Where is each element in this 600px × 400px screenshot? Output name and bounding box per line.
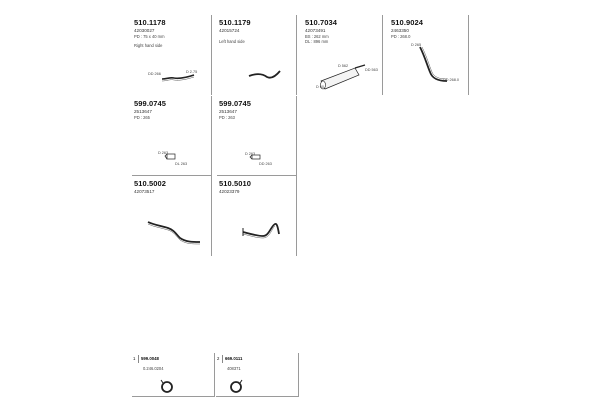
clamp-icon bbox=[216, 353, 299, 397]
accessory-index: 2 bbox=[217, 356, 220, 361]
dimension-label: D 60 bbox=[316, 85, 325, 89]
part-spec: PD : 265 bbox=[134, 115, 150, 120]
dimension-label: DL 263 bbox=[175, 162, 188, 166]
part-card-510-5002 bbox=[132, 176, 212, 256]
part-spec: PD : 75 x 40 mm bbox=[134, 34, 165, 39]
dimension-label: DD 563 bbox=[365, 68, 378, 72]
part-note: Left hand side bbox=[219, 39, 245, 44]
dimension-label: DD 266 bbox=[148, 72, 161, 76]
accessory-part-number: 599.0048 bbox=[141, 356, 159, 361]
dimension-label: D 2.75 bbox=[186, 70, 198, 74]
accessory-index: 1 bbox=[133, 356, 136, 361]
reference-number: 42015724 bbox=[219, 28, 240, 33]
part-note: Right hand side bbox=[134, 43, 163, 48]
dimension-label: D 263 bbox=[158, 151, 169, 155]
part-number: 510.5002 bbox=[134, 179, 167, 188]
part-card-510-7034 bbox=[303, 15, 383, 95]
reference-number: 42030027 bbox=[134, 28, 155, 33]
silencer-drawing bbox=[303, 15, 383, 95]
reference-number: 2513647 bbox=[219, 109, 237, 114]
part-card-599-0745-a bbox=[132, 96, 212, 176]
part-number: 510.7034 bbox=[305, 18, 338, 27]
exhaust-pipe-drawing bbox=[132, 176, 212, 256]
reference-number: 2463350 bbox=[391, 28, 409, 33]
part-number: 510.9024 bbox=[391, 18, 424, 27]
dimension-label: D 265 bbox=[411, 43, 422, 47]
part-spec: BS : 262 mm bbox=[305, 34, 329, 39]
part-number: 510.1179 bbox=[219, 18, 251, 27]
reference-number: 42073491 bbox=[305, 28, 326, 33]
exhaust-pipe-drawing bbox=[389, 15, 469, 95]
dimension-label: D 263 bbox=[245, 152, 256, 156]
exhaust-pipe-drawing bbox=[132, 15, 212, 95]
part-card-510-9024 bbox=[389, 15, 469, 95]
clamp-drawing bbox=[217, 96, 297, 176]
dimension-label: DD 263 bbox=[259, 162, 272, 166]
part-number: 599.0745 bbox=[134, 99, 167, 108]
part-number: 510.1178 bbox=[134, 18, 166, 27]
accessory-item-1 bbox=[132, 353, 215, 397]
reference-number: 42073517 bbox=[134, 189, 155, 194]
reference-number: 42023379 bbox=[219, 189, 240, 194]
dimension-label: D 562 bbox=[338, 64, 349, 68]
exhaust-pipe-drawing bbox=[217, 15, 297, 95]
part-card-510-1178 bbox=[132, 15, 212, 95]
exhaust-pipe-drawing bbox=[217, 176, 297, 256]
reference-number: 2513647 bbox=[134, 109, 152, 114]
dimension-label: DD 268.0 bbox=[443, 78, 460, 82]
accessory-part-number: 669.0111 bbox=[225, 356, 243, 361]
part-spec: PD : 268.0 bbox=[391, 34, 411, 39]
clamp-icon bbox=[132, 353, 215, 397]
accessory-reference: 0.246.0204 bbox=[143, 366, 164, 371]
accessory-reference: 408371 bbox=[227, 366, 241, 371]
part-card-510-1179 bbox=[217, 15, 297, 95]
part-card-510-5010 bbox=[217, 176, 297, 256]
accessory-item-2 bbox=[216, 353, 299, 397]
part-spec: PD : 263 bbox=[219, 115, 235, 120]
part-card-599-0745-b bbox=[217, 96, 297, 176]
clamp-drawing bbox=[132, 96, 212, 176]
part-spec-2: DL : 896 mm bbox=[305, 39, 329, 44]
part-number: 599.0745 bbox=[219, 99, 252, 108]
part-number: 510.5010 bbox=[219, 179, 252, 188]
